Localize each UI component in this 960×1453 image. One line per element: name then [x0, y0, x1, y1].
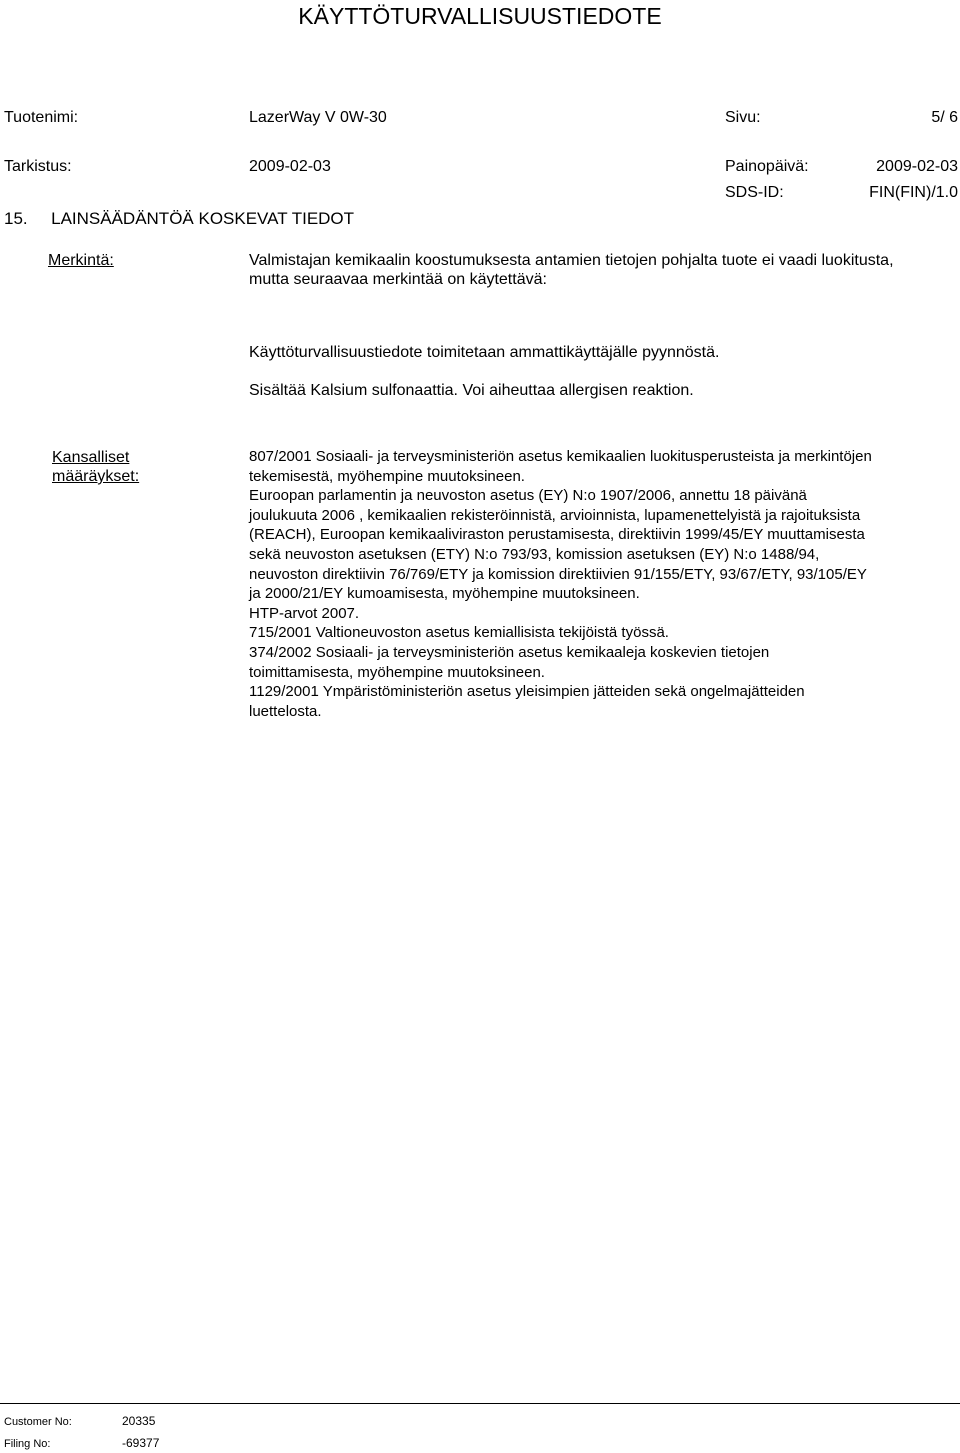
regulation-line: Euroopan parlamentin ja neuvoston asetus (EY) N:o 1907/2006, annettu 18 päivänä [249, 487, 807, 505]
regulation-line: 715/2001 Valtioneuvoston asetus kemiallisista tekijöistä työssä. [249, 624, 669, 642]
labeling-note-sds: Käyttöturvallisuustiedote toimitetaan ammattikäyttäjälle pyynnöstä. [249, 344, 720, 361]
page-value: 5/ 6 [931, 109, 958, 126]
revision-value: 2009-02-03 [249, 158, 331, 175]
regulation-line: toimittamisesta, myöhempine muutoksineen. [249, 663, 545, 681]
labeling-label: Merkintä: [48, 252, 114, 269]
product-name-label: Tuotenimi: [4, 109, 79, 126]
customer-number-value: 20335 [122, 1414, 156, 1428]
regulation-line: sekä neuvoston asetuksen (ETY) N:o 793/93, komission asetuksen (EY) N:o 1488/94, [249, 545, 820, 563]
regulation-line: (REACH), Euroopan kemikaaliviraston perustamisesta, direktiivin 1999/45/EY muuttamisesta [249, 526, 865, 544]
section-heading [4, 209, 354, 229]
filing-number-label: Filing No: [4, 1438, 51, 1450]
print-date-value: 2009-02-03 [876, 158, 958, 175]
product-name-value: LazerWay V 0W-30 [249, 109, 387, 126]
national-label-line-2: määräykset: [52, 468, 140, 485]
regulation-line: ja 2000/21/EY kumoamisesta, myöhempine muutoksineen. [249, 585, 640, 603]
section-title: LAINSÄÄDÄNTÖÄ KOSKEVAT TIEDOT [51, 209, 355, 228]
regulation-line: 374/2002 Sosiaali- ja terveysministeriön asetus kemikaaleja koskevien tietojen [249, 643, 770, 661]
regulation-line: tekemisestä, myöhempine muutoksineen. [249, 467, 525, 485]
national-label-line-1: Kansalliset [52, 449, 130, 466]
sds-id-value: FIN(FIN)/1.0 [869, 184, 958, 201]
labeling-note-allergen: Sisältää Kalsium sulfonaattia. Voi aiheuttaa allergisen reaktion. [249, 382, 694, 399]
customer-number-label: Customer No: [4, 1416, 72, 1428]
national-regulations-text [249, 447, 872, 721]
regulation-line: joulukuuta 2006 , kemikaalien rekisteröinnistä, arvioinnista, lupamenettelyistä ja rajoituksista [249, 506, 861, 524]
regulation-line: 807/2001 Sosiaali- ja terveysministeriön asetus kemikaalien luokitusperusteista ja merkintöjen [249, 448, 872, 465]
filing-number-value: -69377 [122, 1436, 160, 1450]
revision-label: Tarkistus: [4, 158, 72, 175]
regulation-line: luettelosta. [249, 702, 322, 720]
regulation-line: neuvoston direktiivin 76/769/ETY ja komission direktiivien 91/155/ETY, 93/67/ETY, 93/105/EY [249, 565, 867, 583]
sds-id-label: SDS-ID: [725, 184, 784, 201]
page-label: Sivu: [725, 109, 761, 126]
section-number: 15. [4, 209, 28, 228]
print-date-label: Painopäivä: [725, 158, 809, 175]
document-title: KÄYTTÖTURVALLISUUSTIEDOTE [298, 3, 662, 29]
footer-divider [0, 1403, 960, 1404]
regulation-line: HTP-arvot 2007. [249, 604, 360, 622]
regulation-line: 1129/2001 Ympäristöministeriön asetus yleisimpien jätteiden sekä ongelmajätteiden [249, 683, 805, 701]
labeling-line-2: mutta seuraavaa merkintää on käytettävä: [249, 271, 547, 288]
labeling-line-1: Valmistajan kemikaalin koostumuksesta antamien tietojen pohjalta tuote ei vaadi luokitusta, [249, 252, 894, 269]
